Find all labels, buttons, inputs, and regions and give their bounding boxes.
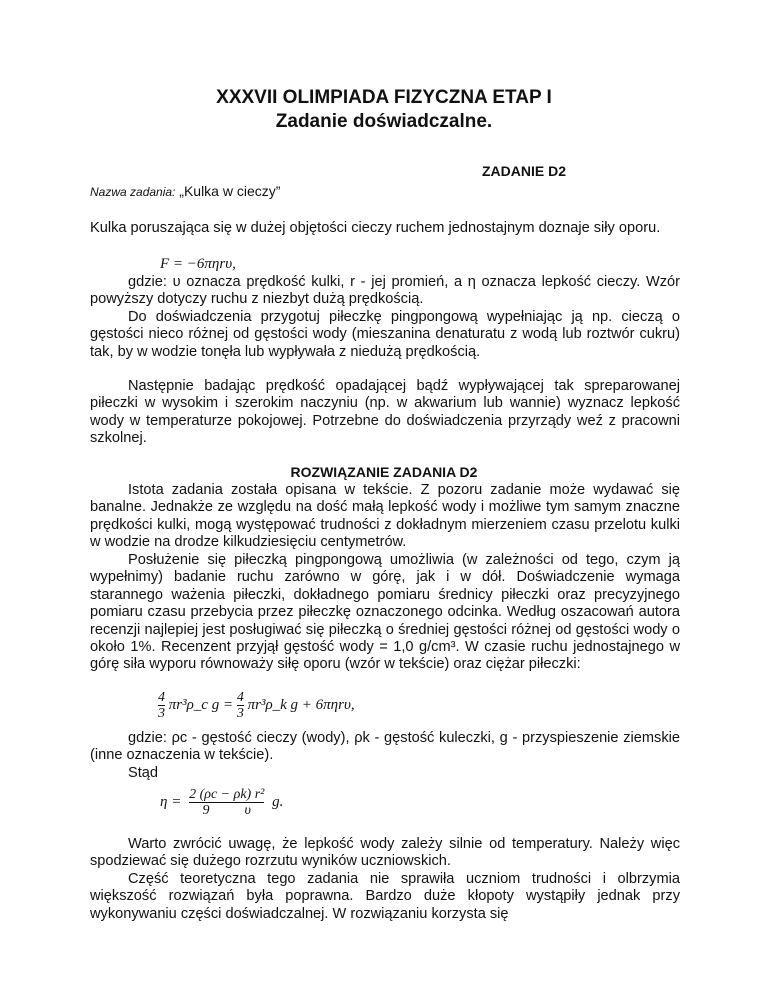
solution-p2-text: Posłużenie się piłeczką pingpongową umożliwia (w zależności od tego, czym ją wypełnimy) badanie ruchu zarówno w górę, jak i w dół. Doświadczenie wymaga starannego ważenia piłeczki, dokładnego pomiaru średnicy piłeczki oraz precyzyjnego pomiaru czasu przebycia przez piłeczkę oznaczonego odcinka. Według oszacowań autora recenzji najlepiej jest posługiwać się piłeczką o średniej gęstości różnej od gęstości wody o około 1%. Recenzent przyjął gęstość wody = 1,0 g/cm³. W czasie ruchu jednostajnego w górę siła wyporu równoważy siłę oporu (wzór w tekście) oraz ciężar piłeczki: <box>90 552 680 673</box>
task-next-paragraph <box>90 378 680 448</box>
solution-hence <box>90 765 680 782</box>
task-name-line <box>90 183 280 199</box>
solution-paragraph-4 <box>90 871 680 923</box>
fraction-four-thirds-left <box>158 690 165 721</box>
viscosity-fraction <box>189 787 264 818</box>
document-title <box>0 86 768 134</box>
task-name-label: Nazwa zadania: <box>90 185 176 199</box>
solution-hence-text: Stąd <box>128 765 159 781</box>
solution-where-text: gdzie: ρc - gęstość cieczy (wody), ρk - gęstość kuleczki, g - przyspieszenie ziemskie (inne oznaczenia w tekście). <box>90 730 680 764</box>
task-prepare-paragraph <box>90 309 680 361</box>
eta-rhs: g. <box>272 793 284 810</box>
balance-right-term: πr³ρ_k g + 6πηrυ, <box>247 696 355 713</box>
viscosity-formula <box>160 787 283 818</box>
title-line-1: XXXVII OLIMPIADA FIZYCZNA ETAP I <box>216 87 552 108</box>
solution-paragraph-2 <box>90 552 680 674</box>
balance-formula <box>158 690 355 721</box>
task-name-value: „Kulka w cieczy” <box>179 183 281 199</box>
task-prepare-text: Do doświadczenia przygotuj piłeczkę pingpongową wypełniając ją np. cieczą o gęstości nieco różnej od gęstości wody (mieszanina denaturatu z wodą lub roztwór cukru) tak, by w wodzie tonęła lub wypływała z niedużą prędkością. <box>90 309 680 360</box>
task-heading: ZADANIE D2 <box>481 163 566 179</box>
stokes-formula: F = −6πηrυ, <box>160 256 236 272</box>
solution-paragraph-3 <box>90 836 680 871</box>
solution-paragraph-1 <box>90 482 680 552</box>
frac-num: 4 <box>158 690 165 705</box>
eta-denominator: 9 υ <box>202 803 251 818</box>
task-where-text: gdzie: υ oznacza prędkość kulki, r - jej promień, a η oznacza lepkość cieczy. Wzór powyższy dotyczy ruchu z niezbyt dużą prędkością. <box>90 274 680 308</box>
balance-left-term: πr³ρ_c g = <box>168 696 237 713</box>
solution-heading: ROZWIĄZANIE ZADANIA D2 <box>290 464 478 480</box>
task-next-text: Następnie badając prędkość opadającej bądź wypływającej tak spreparowanej piłeczki w wysokim i szerokim naczyniu (np. w akwarium lub wannie) wyznacz lepkość wody w temperaturze pokojowej. Potrzebne do doświadczenia przyrządy weź z pracowni szkolnej. <box>90 378 680 447</box>
fraction-four-thirds-right <box>237 690 244 721</box>
solution-p3-text: Warto zwrócić uwagę, że lepkość wody zależy silnie od temperatury. Należy więc spodziewać się dużego rozrzutu wyników uczniowskich. <box>90 836 680 870</box>
solution-p4-text: Część teoretyczna tego zadania nie sprawiła uczniom trudności i olbrzymia większość rozwiązań była poprawna. Bardzo duże kłopoty wystąpiły jednak przy wykonywaniu części doświadczalnej. W rozwiązaniu korzysta się <box>90 871 680 922</box>
frac-den: 3 <box>158 706 165 721</box>
frac-den: 3 <box>236 706 244 721</box>
solution-where-paragraph <box>90 730 680 765</box>
solution-p1-text: Istota zadania została opisana w tekście. Z pozoru zadanie może wydawać się banalne. Jednakże ze względu na dość małą lepkość wody i możliwe tym samym znaczne prędkości kulki, mogą występować trudności z dokładnym mierzeniem czasu przelotu kulki w wodzie na drodze kilkudziesięciu centymetrów. <box>90 482 680 551</box>
task-intro: Kulka poruszająca się w dużej objętości cieczy ruchem jednostajnym doznaje siły oporu. <box>90 220 661 236</box>
eta-numerator: 2 (ρc − ρk) r² <box>189 787 265 802</box>
frac-num: 4 <box>236 690 244 705</box>
eta-lhs: η = <box>160 793 182 810</box>
title-line-2: Zadanie doświadczalne. <box>275 111 493 132</box>
task-where-paragraph <box>90 274 680 309</box>
